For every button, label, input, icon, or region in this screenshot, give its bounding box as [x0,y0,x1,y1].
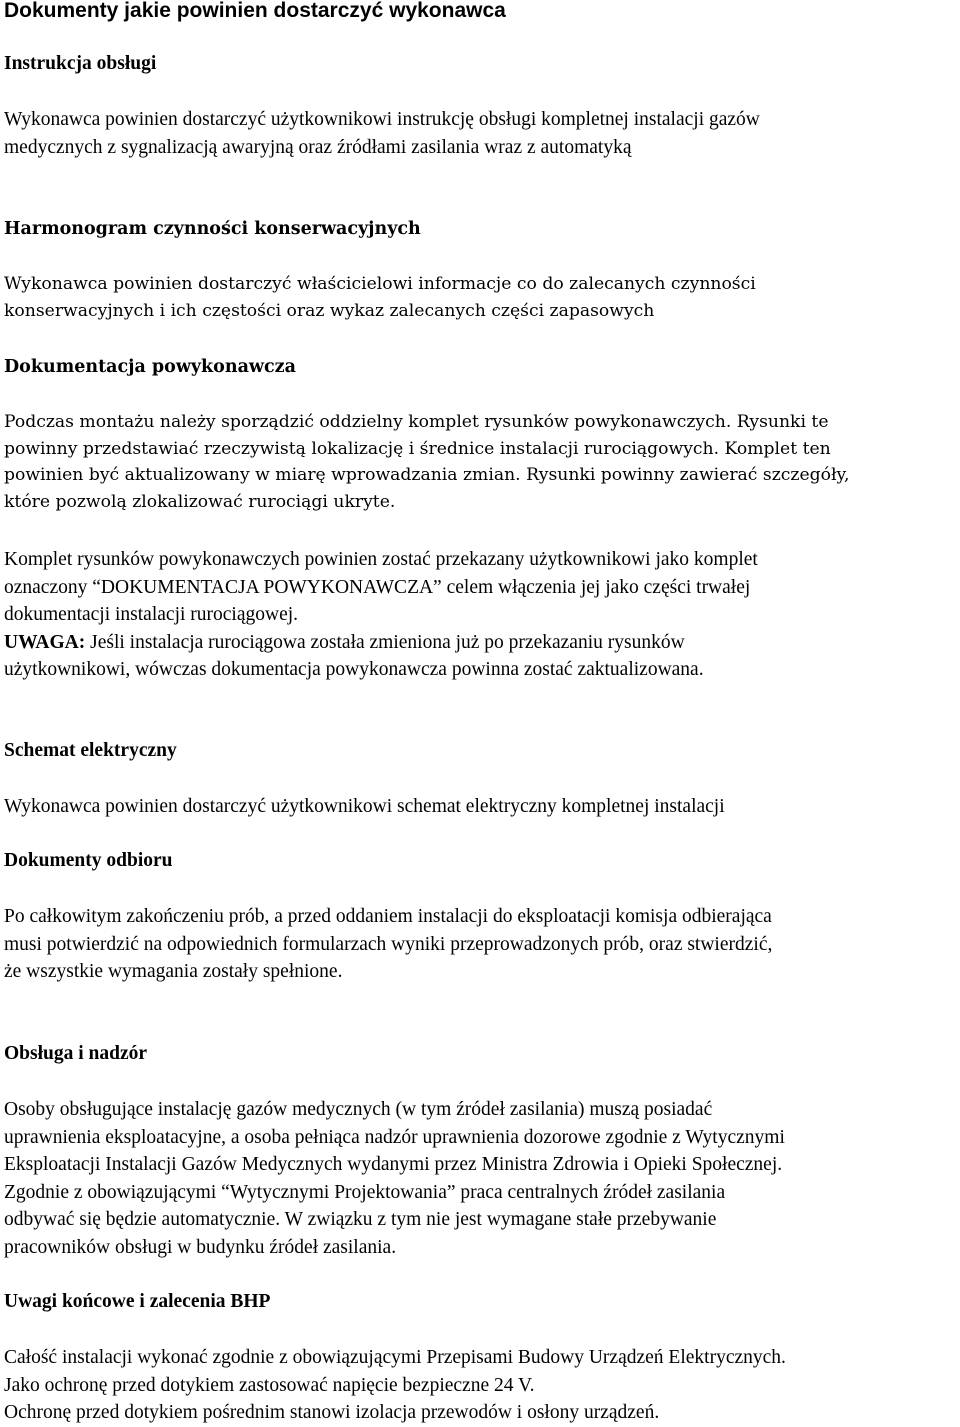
text-line: Komplet rysunków powykonawczych powinien zostać przekazany użytkownikowi jako komplet [4,549,758,570]
text-line: dokumentacji instalacji rurociągowej. [4,604,299,625]
note-line: użytkownikowi, wówczas dokumentacja powykonawcza powinna zostać zaktualizowana. [4,659,704,680]
paragraph-uwagi-koncowe [4,1344,960,1427]
text-line: Osoby obsługujące instalację gazów medycznych (w tym źródeł zasilania) muszą posiadać [4,1099,713,1120]
text-line: Po całkowitym zakończeniu prób, a przed oddaniem instalacji do eksploatacji komisja odbierająca [4,906,772,927]
text-line: musi potwierdzić na odpowiednich formularzach wyniki przeprowadzonych prób, oraz stwierdzić, [4,933,773,955]
text-line: Podczas montażu należy sporządzić oddzielny komplet rysunków powykonawczych. Rysunki te [4,412,829,432]
section-heading-uwagi-koncowe: Uwagi końcowe i zalecenia BHP [4,1291,271,1312]
paragraph-schemat-elektryczny [4,793,960,821]
paragraph-dokumenty-odbioru [4,903,960,986]
text-line: powinien być aktualizowany w miarę wprowadzania zmian. Rysunki powinny zawierać szczegóły, [4,465,850,485]
text-line: Jako ochronę przed dotykiem zastosować napięcie bezpieczne 24 V. [4,1374,535,1396]
section-heading-obsluga-i-nadzor: Obsługa i nadzór [4,1043,148,1064]
section-heading-schemat-elektryczny: Schemat elektryczny [4,740,177,761]
text-line: Wykonawca powinien dostarczyć właścicielowi informacje co do zalecanych czynności [4,274,756,294]
text-line: że wszystkie wymagania zostały spełnione. [4,961,343,982]
text-line: pracowników obsługi w budynku źródeł zasilania. [4,1236,397,1258]
document-title: Dokumenty jakie powinien dostarczyć wykonawca [4,0,506,22]
paragraph-dokumentacja-1 [4,409,960,515]
section-heading-dokumenty-odbioru: Dokumenty odbioru [4,850,173,871]
paragraph-dokumentacja-2 [4,546,960,684]
note-line [4,629,960,657]
text-line: Zgodnie z obowiązującymi “Wytycznymi Projektowania” praca centralnych źródeł zasilania [4,1181,726,1203]
paragraph-obsluga-i-nadzor [4,1096,960,1261]
text-line: Eksploatacji Instalacji Gazów Medycznych wydanymi przez Ministra Zdrowia i Opieki Społecznej. [4,1154,783,1175]
text-line: Ochronę przed dotykiem pośrednim stanowi izolacja przewodów i osłony urządzeń. [4,1402,660,1423]
text-line: Wykonawca powinien dostarczyć użytkownikowi instrukcję obsługi kompletnej instalacji gazów [4,109,760,130]
text-line: konserwacyjnych i ich częstości oraz wykaz zalecanych części zapasowych [4,300,655,321]
text-line: Całość instalacji wykonać zgodnie z obowiązującymi Przepisami Budowy Urządzeń Elektrycznych. [4,1347,786,1368]
section-heading-dokumentacja-powykonawcza: Dokumentacja powykonawcza [4,357,296,377]
text-line: uprawnienia eksploatacyjne, a osoba pełniąca nadzór uprawnienia dozorowe zgodnie z Wytycznymi [4,1126,785,1148]
text-line: odbywać się będzie automatycznie. W związku z tym nie jest wymagane stałe przebywanie [4,1209,717,1230]
paragraph-instrukcja-obslugi [4,106,960,161]
text-line: medycznych z sygnalizacją awaryjną oraz źródłami zasilania wraz z automatyką [4,136,632,158]
note-text: Jeśli instalacja rurociągowa została zmieniona już po przekazaniu rysunków [90,631,685,653]
text-line: które pozwolą zlokalizować rurociągi ukryte. [4,491,396,512]
text-line: powinny przedstawiać rzeczywistą lokalizację i średnice instalacji rurociągowych. Komplet ten [4,438,831,459]
text-line: oznaczony “DOKUMENTACJA POWYKONAWCZA” celem włączenia jej jako części trwałej [4,576,751,598]
section-heading-harmonogram: Harmonogram czynności konserwacyjnych [4,219,421,239]
paragraph-harmonogram [4,271,960,324]
text-line: Wykonawca powinien dostarczyć użytkownikowi schemat elektryczny kompletnej instalacji [4,796,725,817]
note-label: UWAGA: [4,631,86,653]
section-heading-instrukcja-obslugi: Instrukcja obsługi [4,53,157,74]
